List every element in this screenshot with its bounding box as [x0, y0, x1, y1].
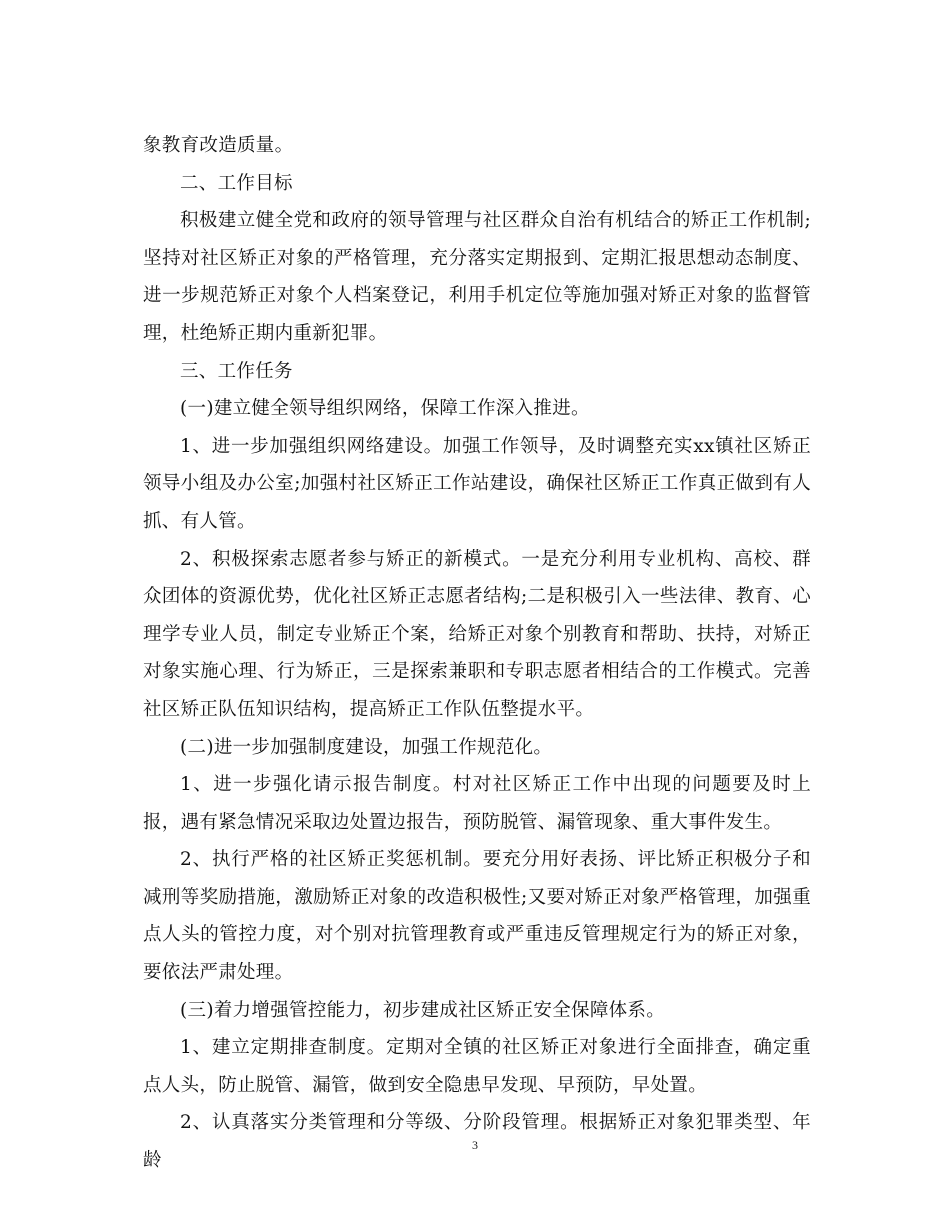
paragraph-task-two-item-1: 1、进一步强化请示报告制度。村对社区矫正工作中出现的问题要及时上报，遇有紧急情况采取边处置边报告，预防脱管、漏管现象、重大事件发生。 [143, 774, 811, 833]
subheading-task-three: (三)着力增强管控能力，初步建成社区矫正安全保障体系。 [180, 999, 666, 1021]
paragraph-work-goals: 积极建立健全党和政府的领导管理与社区群众自治有机结合的矫正工作机制;坚持对社区矫正对象的严格管理，充分落实定期报到、定期汇报思想动态制度、进一步规范矫正对象个人档案登记，利用手机定位等施加强对矫正对象的监督管理，杜绝矫正期内重新犯罪。 [143, 210, 811, 344]
paragraph-task-one-item-2: 2、积极探索志愿者参与矫正的新模式。一是充分利用专业机构、高校、群众团体的资源优势，优化社区矫正志愿者结构;二是积极引入一些法律、教育、心理学专业人员，制定专业矫正个案，给矫正对象个别教育和帮助、扶持，对矫正对象实施心理、行为矫正，三是探索兼职和专职志愿者相结合的工作模式。完善社区矫正队伍知识结构，提高矫正工作队伍整提水平。 [143, 548, 811, 720]
subheading-task-two: (二)进一步加强制度建设，加强工作规范化。 [180, 736, 553, 758]
document-body [143, 127, 811, 1180]
subheading-task-one: (一)建立健全领导组织网络，保障工作深入推进。 [180, 398, 590, 420]
page-number: 3 [472, 1138, 478, 1152]
section-heading-work-tasks: 三、工作任务 [180, 360, 293, 382]
paragraph-task-three-item-2: 2、认真落实分类管理和分等级、分阶段管理。根据矫正对象犯罪类型、年龄 [143, 1112, 811, 1172]
paragraph-task-two-item-2: 2、执行严格的社区矫正奖惩机制。要充分用好表扬、评比矫正积极分子和减刑等奖励措施，激励矫正对象的改造积极性;又要对矫正对象严格管理，加强重点人头的管控力度，对个别对抗管理教育或严重违反管理规定行为的矫正对象，要依法严肃处理。 [143, 849, 811, 984]
section-heading-work-goals: 二、工作目标 [180, 172, 293, 194]
paragraph-task-three-item-1: 1、建立定期排查制度。定期对全镇的社区矫正对象进行全面排查，确定重点人头，防止脱管、漏管，做到安全隐患早发现、早预防，早处置。 [143, 1037, 811, 1096]
paragraph-task-one-item-1: 1、进一步加强组织网络建设。加强工作领导，及时调整充实xx镇社区矫正领导小组及办公室;加强村社区矫正工作站建设，确保社区矫正工作真正做到有人抓、有人管。 [143, 435, 811, 532]
paragraph-continuation: 象教育改造质量。 [143, 135, 294, 156]
